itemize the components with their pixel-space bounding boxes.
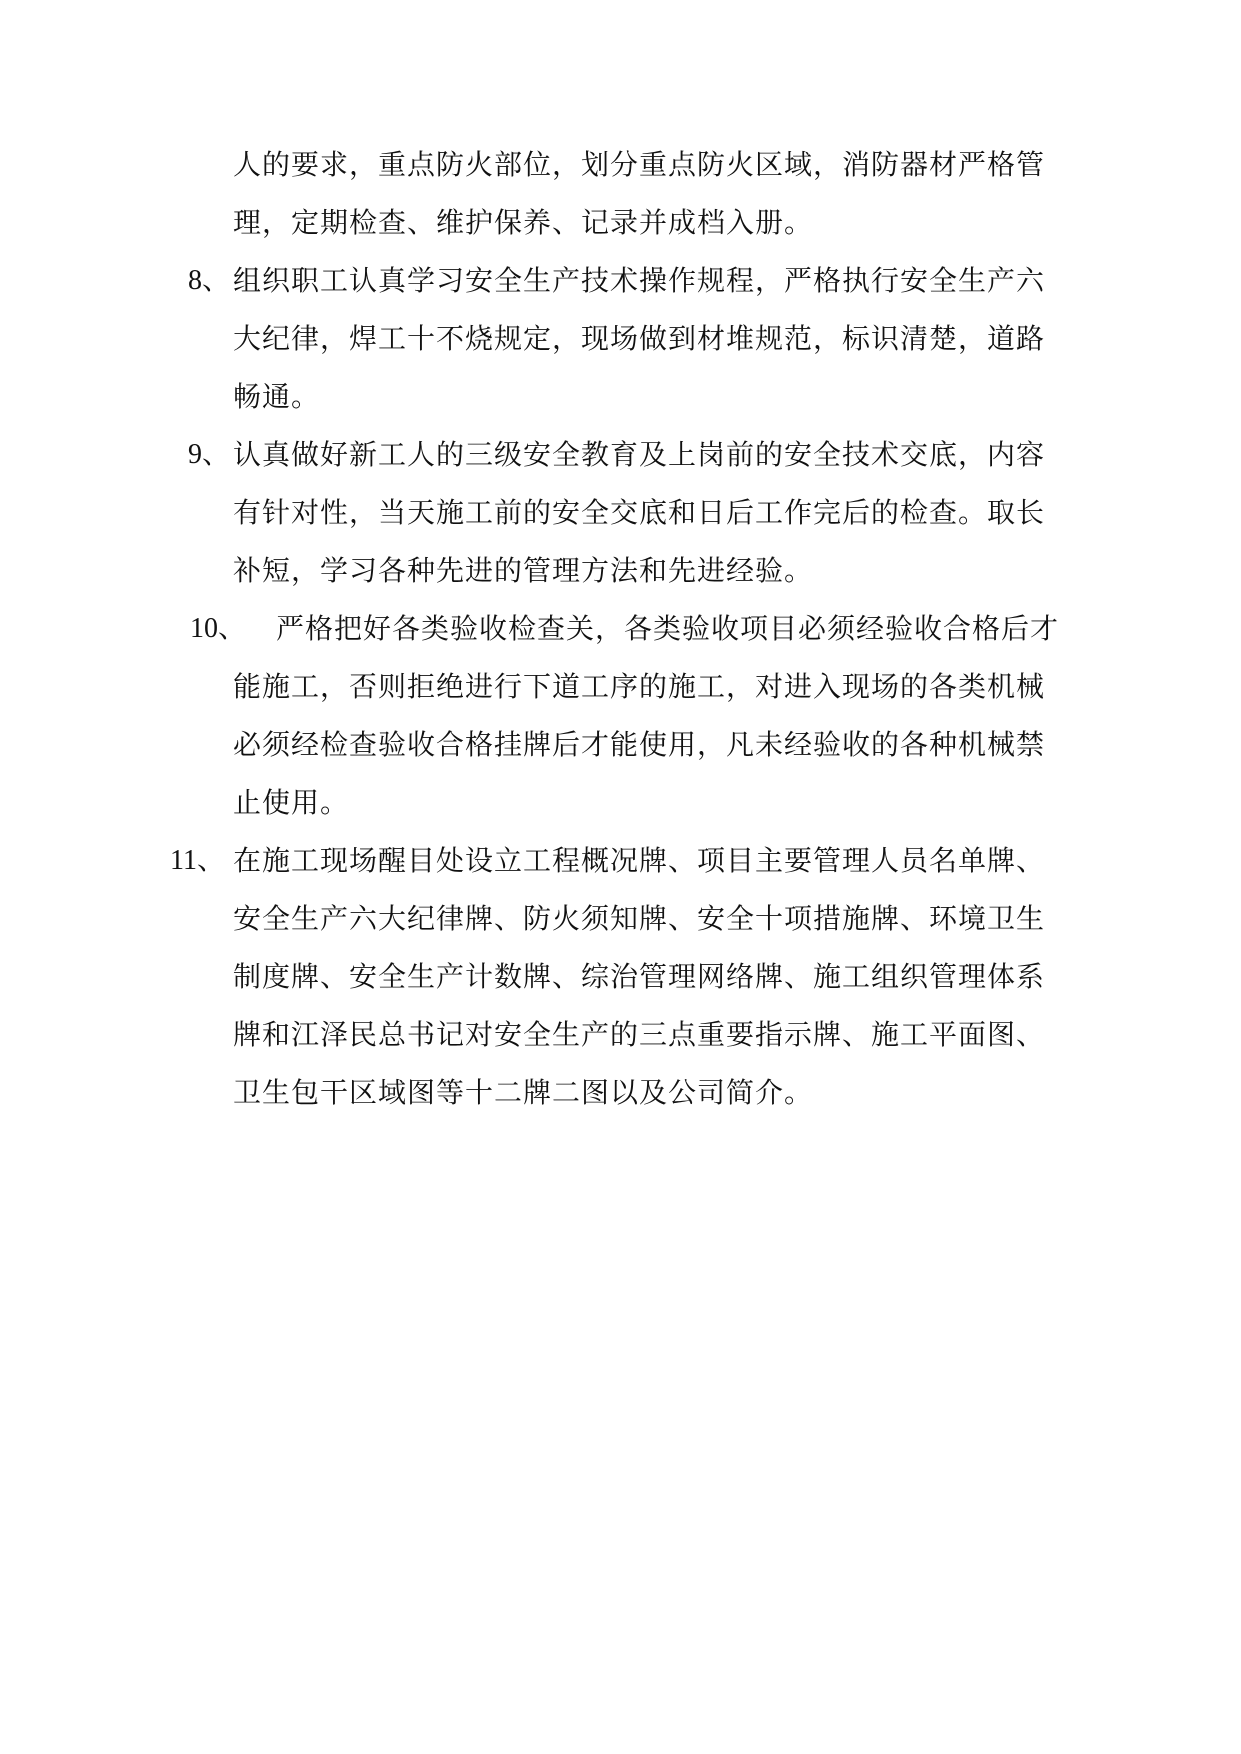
- continuation-line: 人的要求，重点防火部位，划分重点防火区域，消防器材严格管: [233, 148, 1046, 181]
- list-item-line: 补短，学习各种先进的管理方法和先进经验。: [233, 554, 814, 587]
- continuation-line: 理，定期检查、维护保养、记录并成档入册。: [233, 206, 814, 239]
- list-item-number: 9、: [188, 439, 231, 470]
- list-item-line: 大纪律，焊工十不烧规定，现场做到材堆规范，标识清楚，道路: [233, 322, 1046, 355]
- list-item-number: 10、: [190, 613, 247, 644]
- list-item-line: 组织职工认真学习安全生产技术操作规程，严格执行安全生产六: [233, 264, 1046, 297]
- list-item-line: 牌和江泽民总书记对安全生产的三点重要指示牌、施工平面图、: [233, 1018, 1046, 1051]
- list-item-line: 制度牌、安全生产计数牌、综治管理网络牌、施工组织管理体系: [233, 960, 1046, 993]
- list-item-line: 卫生包干区域图等十二牌二图以及公司简介。: [233, 1076, 814, 1109]
- list-item-line: 必须经检查验收合格挂牌后才能使用，凡未经验收的各种机械禁: [233, 728, 1046, 761]
- list-item-line: 在施工现场醒目处设立工程概况牌、项目主要管理人员名单牌、: [233, 844, 1046, 877]
- list-item-number: 8、: [188, 265, 231, 296]
- list-item-line: 畅通。: [233, 380, 321, 413]
- list-item-line: 认真做好新工人的三级安全教育及上岗前的安全技术交底，内容: [233, 438, 1046, 471]
- list-item-line: 严格把好各类验收检查关，各类验收项目必须经验收合格后才: [276, 612, 1060, 645]
- list-item-line: 止使用。: [233, 786, 350, 819]
- list-item-line: 能施工，否则拒绝进行下道工序的施工，对进入现场的各类机械: [233, 670, 1046, 703]
- list-item-line: 安全生产六大纪律牌、防火须知牌、安全十项措施牌、环境卫生: [233, 902, 1046, 935]
- list-item-line: 有针对性，当天施工前的安全交底和日后工作完后的检查。取长: [233, 496, 1046, 529]
- list-item-number: 11、: [170, 845, 225, 876]
